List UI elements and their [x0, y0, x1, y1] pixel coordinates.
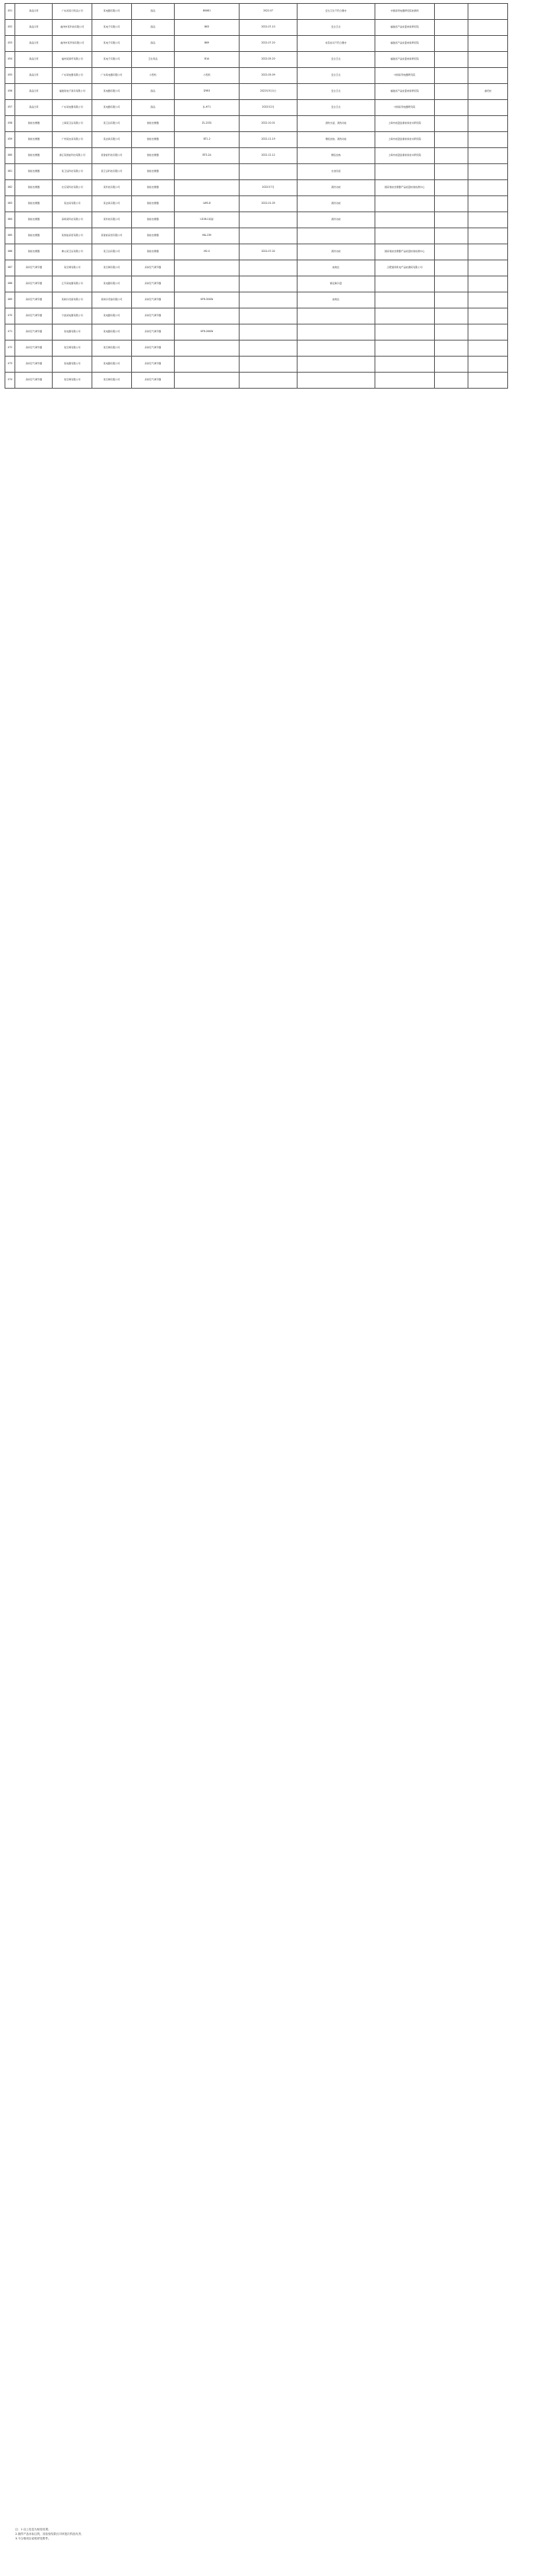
- cell-fail: [297, 308, 375, 324]
- table-row: [5, 84, 508, 100]
- cell-rem: [468, 292, 508, 308]
- footnotes: [15, 2527, 503, 2541]
- cell-idx: 470: [5, 308, 15, 324]
- cell-extra: [434, 84, 468, 100]
- cell-idx: 469: [5, 292, 15, 308]
- cell-date: [240, 357, 298, 373]
- cell-model: [175, 276, 240, 292]
- cell-extra: [434, 292, 468, 308]
- cell-org: [375, 228, 434, 244]
- cell-org: 福建省产品质量检验研究院: [375, 52, 434, 68]
- cell-extra: [434, 164, 468, 180]
- cell-org: 福建省产品质量检验研究院: [375, 84, 434, 100]
- cell-org: 国家智能坐便器产品质量检验检测中心: [375, 180, 434, 196]
- cell-prod: 小型机: [131, 68, 174, 84]
- cell-model: [175, 260, 240, 276]
- cell-prod: 房间空气调节器: [131, 260, 174, 276]
- cell-prod: 房间空气调节器: [131, 324, 174, 341]
- footnote-line-1: 注：1.以上信息为检验结果；: [15, 2528, 51, 2531]
- cell-model: BT3-2A: [175, 148, 240, 164]
- cell-fail: 清洗功能: [297, 180, 375, 196]
- cell-cat: 房间空气调节器: [15, 308, 53, 324]
- cell-model: [175, 357, 240, 373]
- cell-rem: [468, 68, 508, 84]
- cell-idx: 468: [5, 276, 15, 292]
- table-row: [5, 180, 508, 196]
- cell-date: [240, 260, 298, 276]
- cell-rem: [468, 164, 508, 180]
- cell-prod: 智能坐便器: [131, 132, 174, 148]
- cell-prod: 房间空气调节器: [131, 357, 174, 373]
- cell-mfr: 某电子有限公司: [92, 52, 132, 68]
- cell-extra: [434, 52, 468, 68]
- cell-date: [240, 324, 298, 341]
- cell-cat: 商品日用: [15, 84, 53, 100]
- table-row: [5, 292, 508, 308]
- cell-cat: 智能坐便器: [15, 244, 53, 260]
- cell-extra: [434, 132, 468, 148]
- cell-mfr: 某电器有限公司: [92, 324, 132, 341]
- cell-rem: [468, 357, 508, 373]
- cell-mfr: 某空调有限公司: [92, 260, 132, 276]
- cell-date: [240, 292, 298, 308]
- cell-idx: 473: [5, 357, 15, 373]
- cell-co: 福州市某贸易有限公司: [53, 36, 92, 52]
- cell-mfr: 某洁具有限公司: [92, 132, 132, 148]
- cell-org: 上海市质量监督检验技术研究院: [375, 148, 434, 164]
- cell-model: LWS-8: [175, 196, 240, 212]
- cell-org: [375, 276, 434, 292]
- cell-org: 国家智能坐便器产品质量检验检测中心: [375, 244, 434, 260]
- cell-rem: [468, 180, 508, 196]
- cell-extra: [434, 357, 468, 373]
- cell-mfr: 某卫浴科技有限公司: [92, 164, 132, 180]
- cell-cat: 房间空气调节器: [15, 357, 53, 373]
- table-row: [5, 164, 508, 180]
- table-row: [5, 52, 508, 68]
- cell-model: [175, 341, 240, 357]
- cell-rem: [468, 36, 508, 52]
- cell-rem: [468, 373, 508, 389]
- cell-extra: [434, 228, 468, 244]
- cell-co: 北京某科技有限公司: [53, 180, 92, 196]
- cell-idx: 464: [5, 212, 15, 228]
- cell-mfr: 某洁具有限公司: [92, 196, 132, 212]
- cell-co: 某空调有限公司: [53, 260, 92, 276]
- cell-date: [240, 228, 298, 244]
- cell-org: 上海市质量监督检验技术研究院: [375, 132, 434, 148]
- cell-mfr: 某电子有限公司: [92, 36, 132, 52]
- cell-extra: [434, 20, 468, 36]
- cell-mfr: 某电子有限公司: [92, 20, 132, 36]
- footnote-line-2: 2.抽样产品未标注的，其检验结果仅对该批次样品负责；: [15, 2532, 84, 2536]
- cell-mfr: 某智能科技有限公司: [92, 148, 132, 164]
- cell-date: [240, 308, 298, 324]
- cell-mfr: 某电器有限公司: [92, 4, 132, 20]
- cell-org: 福建省产品质量检验研究院: [375, 20, 434, 36]
- cell-cat: 智能坐便器: [15, 180, 53, 196]
- cell-co: 广东某电器有限公司: [53, 100, 92, 116]
- cell-org: 福建省产品质量检验研究院: [375, 36, 434, 52]
- cell-mfr: 广东某电器有限公司: [92, 68, 132, 84]
- cell-rem: [468, 20, 508, 36]
- cell-co: 某卫浴科技有限公司: [53, 164, 92, 180]
- cell-date: 2022-10-01: [240, 116, 298, 132]
- sampling-results-sheet: [5, 3, 508, 389]
- cell-idx: 452: [5, 20, 15, 36]
- cell-extra: [434, 4, 468, 20]
- cell-co: 福州某商贸有限公司: [53, 52, 92, 68]
- cell-model: ZL-2031: [175, 116, 240, 132]
- cell-cat: 房间空气调节器: [15, 260, 53, 276]
- cell-idx: 472: [5, 341, 15, 357]
- table-row: [5, 341, 508, 357]
- cell-fail: 清洗功能: [297, 196, 375, 212]
- cell-mfr: 某空调有限公司: [92, 341, 132, 357]
- cell-cat: 商品日用: [15, 68, 53, 84]
- cell-mfr: 某电器有限公司: [92, 357, 132, 373]
- cell-idx: 465: [5, 228, 15, 244]
- cell-date: 2022年7月: [240, 180, 298, 196]
- cell-co: 宁波某电器有限公司: [53, 308, 92, 324]
- cell-fail: [297, 324, 375, 341]
- cell-prod: 房间空气调节器: [131, 308, 174, 324]
- cell-model: DYR3: [175, 84, 240, 100]
- table-row: [5, 244, 508, 260]
- cell-prod: 智能坐便器: [131, 180, 174, 196]
- cell-fail: 安全卫生: [297, 52, 375, 68]
- cell-date: 2022-01-05: [240, 196, 298, 212]
- table-row: [5, 116, 508, 132]
- sampling-results-table: [5, 3, 508, 389]
- cell-prod: 房间空气调节器: [131, 341, 174, 357]
- cell-co: 某空调有限公司: [53, 341, 92, 357]
- cell-fail: [297, 228, 375, 244]
- cell-org: [375, 164, 434, 180]
- cell-idx: 456: [5, 84, 15, 100]
- cell-co: 上海某卫浴有限公司: [53, 116, 92, 132]
- cell-org: [375, 212, 434, 228]
- cell-mfr: 某智能家居有限公司: [92, 228, 132, 244]
- cell-model: BT1-2: [175, 132, 240, 148]
- cell-cat: 房间空气调节器: [15, 341, 53, 357]
- cell-idx: 455: [5, 68, 15, 84]
- cell-fail: 水封回流: [297, 164, 375, 180]
- cell-idx: 459: [5, 132, 15, 148]
- cell-rem: [468, 244, 508, 260]
- cell-model: B1A: [175, 52, 240, 68]
- cell-mfr: 某电器有限公司: [92, 276, 132, 292]
- cell-idx: 463: [5, 196, 15, 212]
- cell-extra: [434, 148, 468, 164]
- cell-org: 中国家用电器研究院检测所: [375, 4, 434, 20]
- cell-co: 深圳某科技有限公司: [53, 212, 92, 228]
- cell-model: B0661: [175, 4, 240, 20]
- cell-org: 中国家用电器研究院: [375, 100, 434, 116]
- cell-mfr: 某空调有限公司: [92, 373, 132, 389]
- cell-idx: 466: [5, 244, 15, 260]
- cell-date: 2022-07-10: [240, 20, 298, 36]
- cell-model: B69: [175, 36, 240, 52]
- cell-extra: [434, 180, 468, 196]
- cell-model: KFR-35GW: [175, 292, 240, 308]
- cell-extra: [434, 196, 468, 212]
- cell-co: 福州市某科技有限公司: [53, 20, 92, 36]
- cell-extra: [434, 341, 468, 357]
- cell-idx: 453: [5, 36, 15, 52]
- cell-fail: [297, 341, 375, 357]
- table-row: [5, 212, 508, 228]
- cell-idx: 460: [5, 148, 15, 164]
- table-row: [5, 228, 508, 244]
- cell-org: [375, 196, 434, 212]
- cell-co: 某制冷设备有限公司: [53, 292, 92, 308]
- table-row: [5, 260, 508, 276]
- table-body: [5, 4, 508, 389]
- cell-org: 中国家用电器研究院: [375, 68, 434, 84]
- cell-prod: 商品: [131, 84, 174, 100]
- cell-cat: 商品日用: [15, 20, 53, 36]
- cell-fail: 安全卫生: [297, 68, 375, 84]
- cell-rem: [468, 196, 508, 212]
- cell-org: [375, 292, 434, 308]
- cell-org: [375, 324, 434, 341]
- cell-prod: 智能坐便器: [131, 244, 174, 260]
- cell-cat: 房间空气调节器: [15, 292, 53, 308]
- cell-mfr: 某电器有限公司: [92, 100, 132, 116]
- cell-prod: 商品: [131, 36, 174, 52]
- cell-co: 广州某洁具有限公司: [53, 132, 92, 148]
- cell-rem: [468, 341, 508, 357]
- cell-prod: 智能坐便器: [131, 148, 174, 164]
- cell-rem: [468, 276, 508, 292]
- cell-fail: 清洗功能: [297, 244, 375, 260]
- cell-fail: 便座加热: [297, 148, 375, 164]
- cell-mfr: 某卫浴有限公司: [92, 244, 132, 260]
- cell-rem: [468, 324, 508, 341]
- cell-model: [175, 164, 240, 180]
- cell-rem: 委托检: [468, 84, 508, 100]
- cell-mfr: 某卫浴有限公司: [92, 116, 132, 132]
- cell-extra: [434, 244, 468, 260]
- cell-co: 福建某电子商务有限公司: [53, 84, 92, 100]
- cell-model: [175, 373, 240, 389]
- cell-co: 广东省某日用品公司: [53, 4, 92, 20]
- cell-idx: 471: [5, 324, 15, 341]
- cell-date: 2022-12-12: [240, 148, 298, 164]
- cell-cat: 商品日用: [15, 52, 53, 68]
- cell-prod: 智能坐便器: [131, 228, 174, 244]
- cell-model: MA-239: [175, 228, 240, 244]
- cell-prod: 商品: [131, 20, 174, 36]
- table-row: [5, 196, 508, 212]
- cell-fail: 标签标识不符合要求: [297, 36, 375, 52]
- table-row: [5, 373, 508, 389]
- table-row: [5, 308, 508, 324]
- cell-model: 小型机: [175, 68, 240, 84]
- cell-prod: 房间空气调节器: [131, 292, 174, 308]
- cell-extra: [434, 308, 468, 324]
- cell-co: 佛山某卫浴有限公司: [53, 244, 92, 260]
- cell-mfr: 某制冷设备有限公司: [92, 292, 132, 308]
- table-row: [5, 100, 508, 116]
- table-row: [5, 357, 508, 373]
- cell-rem: [468, 260, 508, 276]
- cell-date: 2022-05-20: [240, 52, 298, 68]
- table-row: [5, 276, 508, 292]
- cell-rem: [468, 132, 508, 148]
- table-row: [5, 148, 508, 164]
- cell-prod: 智能坐便器: [131, 196, 174, 212]
- cell-rem: [468, 100, 508, 116]
- cell-org: [375, 373, 434, 389]
- cell-co: 某洁具有限公司: [53, 196, 92, 212]
- cell-org: 合肥通用机电产品检测院有限公司: [375, 260, 434, 276]
- cell-extra: [434, 212, 468, 228]
- cell-model: B63: [175, 20, 240, 36]
- cell-mfr: 某科技有限公司: [92, 212, 132, 228]
- cell-co: 某电器有限公司: [53, 357, 92, 373]
- cell-cat: 房间空气调节器: [15, 373, 53, 389]
- cell-fail: 能效比: [297, 292, 375, 308]
- cell-fail: 便座加热、清洗功能: [297, 132, 375, 148]
- cell-cat: 智能坐便器: [15, 228, 53, 244]
- cell-idx: 474: [5, 373, 15, 389]
- cell-co: 某智能家居有限公司: [53, 228, 92, 244]
- cell-date: [240, 341, 298, 357]
- cell-cat: 房间空气调节器: [15, 324, 53, 341]
- cell-mfr: 某科技有限公司: [92, 180, 132, 196]
- cell-cat: 商品日用: [15, 36, 53, 52]
- cell-model: U106-1鸿星: [175, 212, 240, 228]
- cell-fail: 安全卫生: [297, 20, 375, 36]
- cell-rem: [468, 228, 508, 244]
- cell-prod: 智能坐便器: [131, 116, 174, 132]
- cell-date: 2022年5月1日: [240, 84, 298, 100]
- cell-fail: 能效比: [297, 260, 375, 276]
- cell-extra: [434, 116, 468, 132]
- cell-idx: 451: [5, 4, 15, 20]
- cell-date: 2022年2月: [240, 100, 298, 116]
- cell-fail: [297, 373, 375, 389]
- cell-rem: [468, 116, 508, 132]
- cell-extra: [434, 260, 468, 276]
- cell-org: 上海市质量监督检验技术研究院: [375, 116, 434, 132]
- cell-cat: 房间空气调节器: [15, 276, 53, 292]
- cell-extra: [434, 373, 468, 389]
- cell-cat: 智能坐便器: [15, 116, 53, 132]
- cell-prod: 卫生用品: [131, 52, 174, 68]
- cell-co: 某电器有限公司: [53, 324, 92, 341]
- cell-cat: 智能坐便器: [15, 196, 53, 212]
- cell-cat: 智能坐便器: [15, 212, 53, 228]
- cell-model: JL-H71: [175, 100, 240, 116]
- cell-extra: [434, 276, 468, 292]
- cell-idx: 454: [5, 52, 15, 68]
- cell-mfr: 某电器有限公司: [92, 308, 132, 324]
- cell-co: 江苏某电器有限公司: [53, 276, 92, 292]
- cell-date: [240, 212, 298, 228]
- cell-date: 2022-07-02: [240, 244, 298, 260]
- cell-idx: 467: [5, 260, 15, 276]
- cell-date: 2022-07: [240, 4, 298, 20]
- cell-cat: 商品日用: [15, 4, 53, 20]
- cell-prod: 商品: [131, 100, 174, 116]
- cell-cat: 智能坐便器: [15, 164, 53, 180]
- cell-date: [240, 373, 298, 389]
- cell-extra: [434, 68, 468, 84]
- cell-model: KFR-26GW: [175, 324, 240, 341]
- cell-date: 2022-05-09: [240, 68, 298, 84]
- cell-idx: 461: [5, 164, 15, 180]
- cell-fail: 安全卫生: [297, 100, 375, 116]
- cell-rem: [468, 308, 508, 324]
- cell-mfr: 某电器有限公司: [92, 84, 132, 100]
- cell-fail: 清洗水温、清洗功能: [297, 116, 375, 132]
- table-row: [5, 132, 508, 148]
- table-row: [5, 68, 508, 84]
- cell-date: 2022-07-20: [240, 36, 298, 52]
- cell-extra: [434, 100, 468, 116]
- cell-prod: 智能坐便器: [131, 212, 174, 228]
- cell-date: [240, 276, 298, 292]
- footnote-line-3: 3.不合格项目说明详见附件。: [15, 2537, 51, 2540]
- cell-prod: 房间空气调节器: [131, 373, 174, 389]
- cell-model: [175, 180, 240, 196]
- cell-idx: 462: [5, 180, 15, 196]
- cell-fail: 安全卫生不符合要求: [297, 4, 375, 20]
- cell-model: M2-0: [175, 244, 240, 260]
- table-row: [5, 20, 508, 36]
- cell-rem: [468, 4, 508, 20]
- table-row: [5, 4, 508, 20]
- cell-idx: 458: [5, 116, 15, 132]
- cell-cat: 商品日用: [15, 100, 53, 116]
- cell-model: [175, 308, 240, 324]
- cell-fail: [297, 357, 375, 373]
- cell-co: 浙江某智能科技有限公司: [53, 148, 92, 164]
- cell-idx: 457: [5, 100, 15, 116]
- cell-org: [375, 357, 434, 373]
- cell-extra: [434, 36, 468, 52]
- cell-org: [375, 341, 434, 357]
- cell-prod: 房间空气调节器: [131, 276, 174, 292]
- table-row: [5, 36, 508, 52]
- cell-prod: 智能坐便器: [131, 164, 174, 180]
- cell-co: 广东某电器有限公司: [53, 68, 92, 84]
- cell-fail: 清洗功能: [297, 212, 375, 228]
- cell-fail: 额定制冷量: [297, 276, 375, 292]
- cell-rem: [468, 148, 508, 164]
- cell-rem: [468, 52, 508, 68]
- table-row: [5, 324, 508, 341]
- cell-date: 2022-11-19: [240, 132, 298, 148]
- cell-cat: 智能坐便器: [15, 132, 53, 148]
- cell-prod: 商品: [131, 4, 174, 20]
- cell-org: [375, 308, 434, 324]
- cell-co: 某空调有限公司: [53, 373, 92, 389]
- cell-rem: [468, 212, 508, 228]
- cell-cat: 智能坐便器: [15, 148, 53, 164]
- cell-extra: [434, 324, 468, 341]
- cell-fail: 安全卫生: [297, 84, 375, 100]
- cell-date: [240, 164, 298, 180]
